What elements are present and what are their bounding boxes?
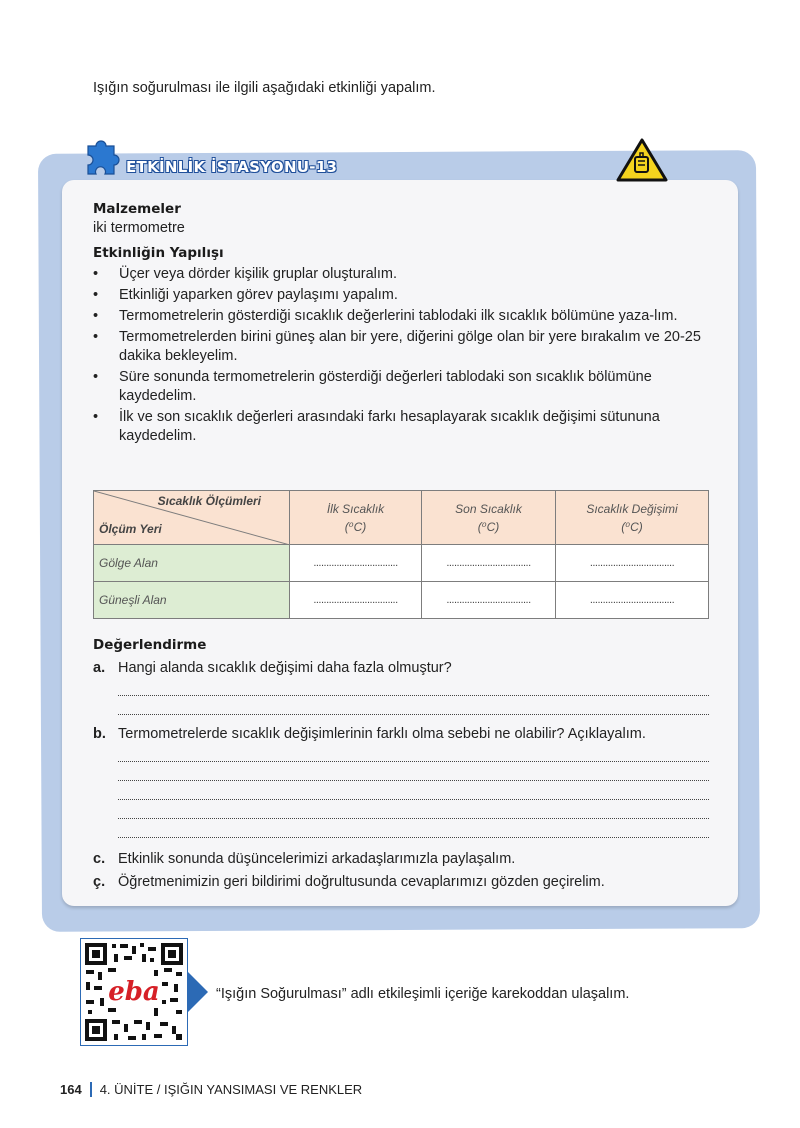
question-letter: b. [93, 726, 106, 742]
question-letter: c. [93, 851, 106, 867]
table-row [94, 545, 709, 582]
measurement-table [93, 490, 709, 619]
evaluation-heading: Değerlendirme [93, 637, 207, 653]
answer-line[interactable] [118, 820, 709, 838]
answer-line[interactable] [118, 678, 709, 696]
answer-blank[interactable]: ................................. [422, 545, 556, 582]
eba-logo: eba [108, 977, 160, 1007]
arrow-right-icon [188, 972, 208, 1012]
footer-divider [90, 1082, 92, 1097]
answer-blank[interactable]: ................................. [290, 582, 422, 619]
puzzle-piece-icon [82, 136, 122, 178]
question-text: Öğretmenimizin geri bildirimi doğrultusunda cevaplarımızı gözden geçirelim. [118, 874, 605, 890]
row-label: Güneşli Alan [94, 582, 290, 619]
column-header [290, 491, 422, 545]
step-text: İlk ve son sıcaklık değerleri arasındaki farkı hesaplayarak sıcaklık değişimi sütununa kaydedelim. [119, 409, 660, 444]
answer-line[interactable] [118, 697, 709, 715]
row-label: Gölge Alan [94, 545, 290, 582]
step-text: Etkinliği yaparken görev paylaşımı yapalım. [119, 287, 398, 303]
column-header-label: Son Sıcaklık [455, 501, 522, 516]
answer-blank[interactable]: ................................. [290, 545, 422, 582]
question-letter: ç. [93, 874, 106, 890]
column-unit: (⁰C) [621, 519, 643, 534]
column-unit: (⁰C) [344, 519, 367, 534]
step-text: Termometrelerden birini güneş alan bir yere, diğerini gölge olan bir yere bırakalım ve 20-25 dakika bekleyelim. [119, 329, 701, 364]
procedure-step [93, 265, 709, 284]
qr-caption: “Işığın Soğurulması” adlı etkileşimli içeriğe karekoddan ulaşalım. [216, 986, 630, 1002]
procedure-step [93, 307, 709, 326]
column-header-label: İlk Sıcaklık [326, 501, 385, 516]
step-text: Süre sonunda termometrelerin gösterdiği değerleri tablodaki son sıcaklık bölümüne kaydedelim. [119, 369, 652, 404]
materials-text: iki termometre [93, 220, 185, 236]
safety-warning-icon [616, 137, 668, 183]
table-row [94, 582, 709, 619]
procedure-step [93, 368, 709, 406]
procedure-step [93, 408, 709, 446]
evaluation-section [93, 636, 709, 892]
procedure-step [93, 286, 709, 305]
procedure-heading: Etkinliğin Yapılışı [93, 245, 224, 261]
qr-code[interactable] [80, 938, 188, 1046]
table-corner-cell [94, 491, 290, 545]
answer-line[interactable] [118, 782, 709, 800]
station-title: ETKİNLİK İSTASYONU-13 [126, 158, 338, 176]
corner-bottom-label: Ölçüm Yeri [99, 522, 162, 536]
answer-line[interactable] [118, 744, 709, 762]
unit-title: 4. ÜNİTE / IŞIĞIN YANSIMASI VE RENKLER [99, 1082, 363, 1097]
column-header-label: Sıcaklık Değişimi [586, 501, 678, 516]
answer-line[interactable] [118, 801, 709, 819]
step-text: Termometrelerin gösterdiği sıcaklık değerlerini tablodaki ilk sıcaklık bölümüne yaza-lım. [119, 308, 678, 324]
materials-heading: Malzemeler [93, 201, 181, 217]
page-number: 164 [60, 1082, 82, 1097]
answer-line[interactable] [118, 763, 709, 781]
question-text: Etkinlik sonunda düşüncelerimizi arkadaşlarımızla paylaşalım. [118, 851, 516, 867]
intro-text: Işığın soğurulması ile ilgili aşağıdaki etkinliği yapalım. [93, 80, 436, 96]
page-footer [60, 1082, 362, 1097]
question-b [93, 725, 709, 744]
answer-blank[interactable]: ................................. [556, 545, 709, 582]
question-cc [93, 873, 709, 892]
question-c [93, 850, 709, 869]
table-header-row [94, 491, 709, 545]
column-unit: (⁰C) [477, 519, 500, 534]
question-letter: a. [93, 660, 106, 676]
question-a [93, 659, 709, 678]
answer-blank[interactable]: ................................. [422, 582, 556, 619]
procedure-step [93, 328, 709, 366]
procedure-section [93, 200, 709, 448]
question-text: Termometrelerde sıcaklık değişimlerinin farklı olma sebebi ne olabilir? Açıklayalım. [118, 726, 646, 742]
column-header [556, 491, 709, 545]
step-text: Üçer veya dörder kişilik gruplar oluşturalım. [119, 266, 398, 282]
corner-top-label: Sıcaklık Ölçümleri [157, 494, 261, 508]
question-text: Hangi alanda sıcaklık değişimi daha fazla olmuştur? [118, 660, 452, 676]
answer-blank[interactable]: ................................. [556, 582, 709, 619]
procedure-list [93, 265, 709, 446]
column-header [422, 491, 556, 545]
